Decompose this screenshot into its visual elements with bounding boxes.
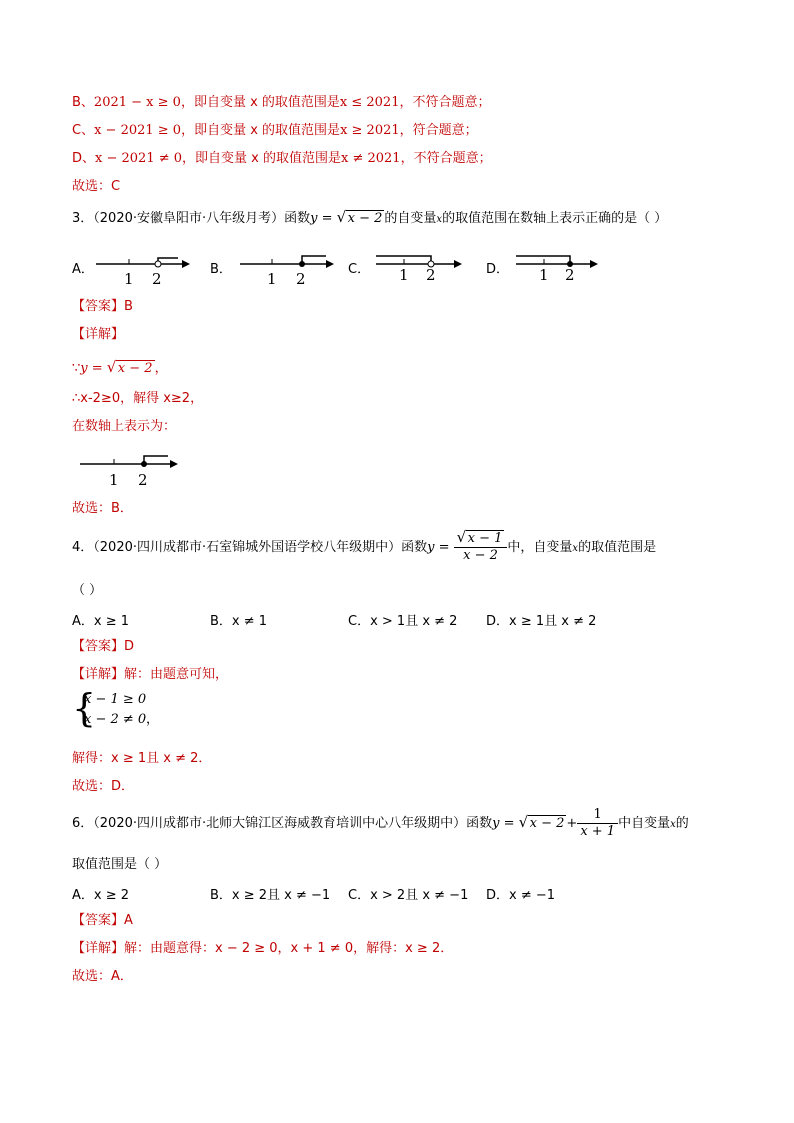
- q6-line2: 取值范围是（ ）: [72, 857, 168, 872]
- q3-option-b-axis: [240, 252, 340, 288]
- q6-detail: 【详解】解：由题意得：x − 2 ≥ 0，x + 1 ≠ 0，解得：x ≥ 2．: [72, 941, 454, 956]
- q6-option-a: A．x ≥ 2: [72, 888, 130, 903]
- q3-c-tick-2: 2: [426, 266, 436, 284]
- q4-stem-end: 的取值范围是: [578, 540, 657, 555]
- q4-stem-prefix: 4．（2020·四川成都市·石室锦城外国语学校八年级期中）函数: [72, 540, 428, 555]
- q3-sqrt: [337, 210, 385, 228]
- q4-system-row-2: x − 2 ≠ 0: [84, 712, 147, 727]
- q6-sqrt: [519, 806, 567, 842]
- brace-icon: {: [72, 686, 97, 730]
- q3-option-a-axis: [96, 252, 196, 288]
- q3-because-radicand: x − 2: [117, 361, 153, 376]
- q2-d-condition: x − 2021 ≠ 0: [95, 151, 183, 166]
- q4-paren: （ ）: [72, 583, 103, 598]
- q4-option-c: C．x > 1且 x ≠ 2: [348, 614, 458, 629]
- q3-stem-end: 的取值范围在数轴上表示正确的是（ ）: [442, 211, 668, 226]
- q6-choose: 故选：A．: [72, 969, 133, 984]
- q2-c-label: C、: [72, 123, 95, 138]
- q3-option-c: [348, 258, 370, 277]
- q2-b-condition: 2021 − x ≥ 0: [93, 95, 181, 110]
- answer-axis-tick-1: 1: [109, 471, 119, 489]
- q3-stem-post: 的自变量: [384, 211, 437, 226]
- q2-c-tail: ，符合题意；: [399, 123, 478, 138]
- q2-option-d-line: [72, 150, 492, 168]
- q3-option-d-label: D．: [486, 262, 510, 277]
- q3-var: x: [436, 214, 443, 225]
- q3-answer-axis: [80, 450, 190, 490]
- q4-solve: 解得：x ≥ 1且 x ≠ 2．: [72, 751, 212, 766]
- q3-b-tick-2: 2: [296, 270, 306, 288]
- q6-frac-numerator: 1: [577, 807, 618, 824]
- q6-option-b: B．x ≥ 2且 x ≠ −1: [210, 888, 331, 903]
- q3-d-tick-1: 1: [539, 266, 549, 284]
- q2-option-b-line: [72, 94, 491, 112]
- q4-y-eq: y =: [427, 540, 450, 555]
- q6-answer: 【答案】A: [72, 913, 133, 928]
- q3-detail: 【详解】: [72, 327, 125, 342]
- q4-numerator: x − 1: [467, 531, 503, 546]
- q6-var: x: [670, 819, 676, 830]
- q4-detail: 【详解】解：由题意可知，: [72, 667, 229, 682]
- q6-stem-post: 中自变量: [618, 816, 671, 831]
- q3-radicand: x − 2: [347, 211, 383, 226]
- answer-axis-tick-2: 2: [138, 471, 148, 489]
- q4-fraction: [454, 531, 508, 564]
- q3-option-b-label: B．: [210, 262, 232, 277]
- q3-a-tick-2: 2: [152, 270, 162, 288]
- q6-y-eq: y =: [492, 816, 515, 831]
- q4-option-b: B．x ≠ 1: [210, 614, 268, 629]
- q3-show: 在数轴上表示为：: [72, 419, 177, 434]
- q3-a-tick-1: 1: [124, 270, 134, 288]
- q3-option-c-axis: [376, 252, 476, 288]
- q4-equation-system: [72, 686, 162, 732]
- q4-system-end: ，: [146, 712, 160, 727]
- q4-stem-post: 中，自变量: [507, 540, 573, 555]
- q4-choose: 故选：D．: [72, 779, 135, 794]
- q3-option-a-label: A．: [72, 262, 94, 277]
- because-symbol: ∵: [72, 361, 81, 376]
- q4-system-row-1: x − 1 ≥ 0: [84, 692, 147, 707]
- q3-because: [72, 360, 168, 378]
- q4-option-d: D．x ≥ 1且 x ≠ 2: [486, 614, 597, 629]
- q2-c-condition: x − 2021 ≥ 0: [94, 123, 182, 138]
- q2-b-mid: ，即自变量 x 的取值范围是: [180, 95, 340, 110]
- q3-choose: 故选：B．: [72, 501, 133, 516]
- q6-option-d: D．x ≠ −1: [486, 888, 556, 903]
- q3-y-eq: y =: [310, 211, 333, 226]
- q3-because-y: y =: [80, 361, 103, 376]
- q3-option-d-axis: [516, 252, 616, 288]
- q3-stem-prefix: 3．（2020·安徽阜阳市·八年级月考）函数: [72, 211, 311, 226]
- q3-b-tick-1: 1: [267, 270, 277, 288]
- q6-option-c: C．x > 2且 x ≠ −1: [348, 888, 469, 903]
- q2-c-mid: ，即自变量 x 的取值范围是: [181, 123, 341, 138]
- q2-d-label: D、: [72, 151, 96, 166]
- q3-d-tick-2: 2: [565, 266, 575, 284]
- q3-stem: [72, 210, 667, 229]
- q6-fraction: [577, 807, 618, 840]
- q4-var: x: [572, 543, 579, 554]
- q6-stem-end: 的: [675, 816, 689, 831]
- q2-c-result: x ≥ 2021: [340, 123, 400, 138]
- q3-answer: 【答案】B: [72, 299, 133, 314]
- q2-option-c-line: [72, 122, 478, 140]
- q6-frac-denominator: x + 1: [580, 824, 616, 839]
- q3-c-tick-1: 1: [399, 266, 409, 284]
- q3-therefore: ∴x-2≥0，解得 x≥2，: [72, 391, 204, 406]
- q2-b-result: x ≤ 2021: [339, 95, 400, 110]
- q6-stem: [72, 806, 689, 843]
- q6-plus: +: [566, 816, 578, 831]
- q4-denominator: x − 2: [463, 548, 498, 563]
- q3-option-a: [72, 258, 94, 277]
- q3-because-sqrt: [107, 360, 155, 378]
- q2-d-result: x ≠ 2021: [341, 151, 401, 166]
- q2-d-mid: ，即自变量 x 的取值范围是: [182, 151, 341, 166]
- q3-option-b: [210, 258, 232, 277]
- q3-option-c-label: C．: [348, 262, 371, 277]
- q2-d-tail: ，不符合题意；: [400, 151, 492, 166]
- q2-choose: 故选：C: [72, 179, 121, 194]
- q3-because-end: ，: [154, 361, 168, 376]
- q6-radicand: x − 2: [529, 816, 565, 831]
- q2-b-label: B、: [72, 95, 94, 110]
- q2-b-tail: ，不符合题意；: [399, 95, 491, 110]
- q4-stem: [72, 530, 656, 567]
- q3-option-d: [486, 258, 509, 277]
- q4-option-a: A．x ≥ 1: [72, 614, 130, 629]
- q6-stem-prefix: 6．（2020·四川成都市·北师大锦江区海威教育培训中心八年级期中）函数: [72, 816, 493, 831]
- q4-answer: 【答案】D: [72, 639, 135, 654]
